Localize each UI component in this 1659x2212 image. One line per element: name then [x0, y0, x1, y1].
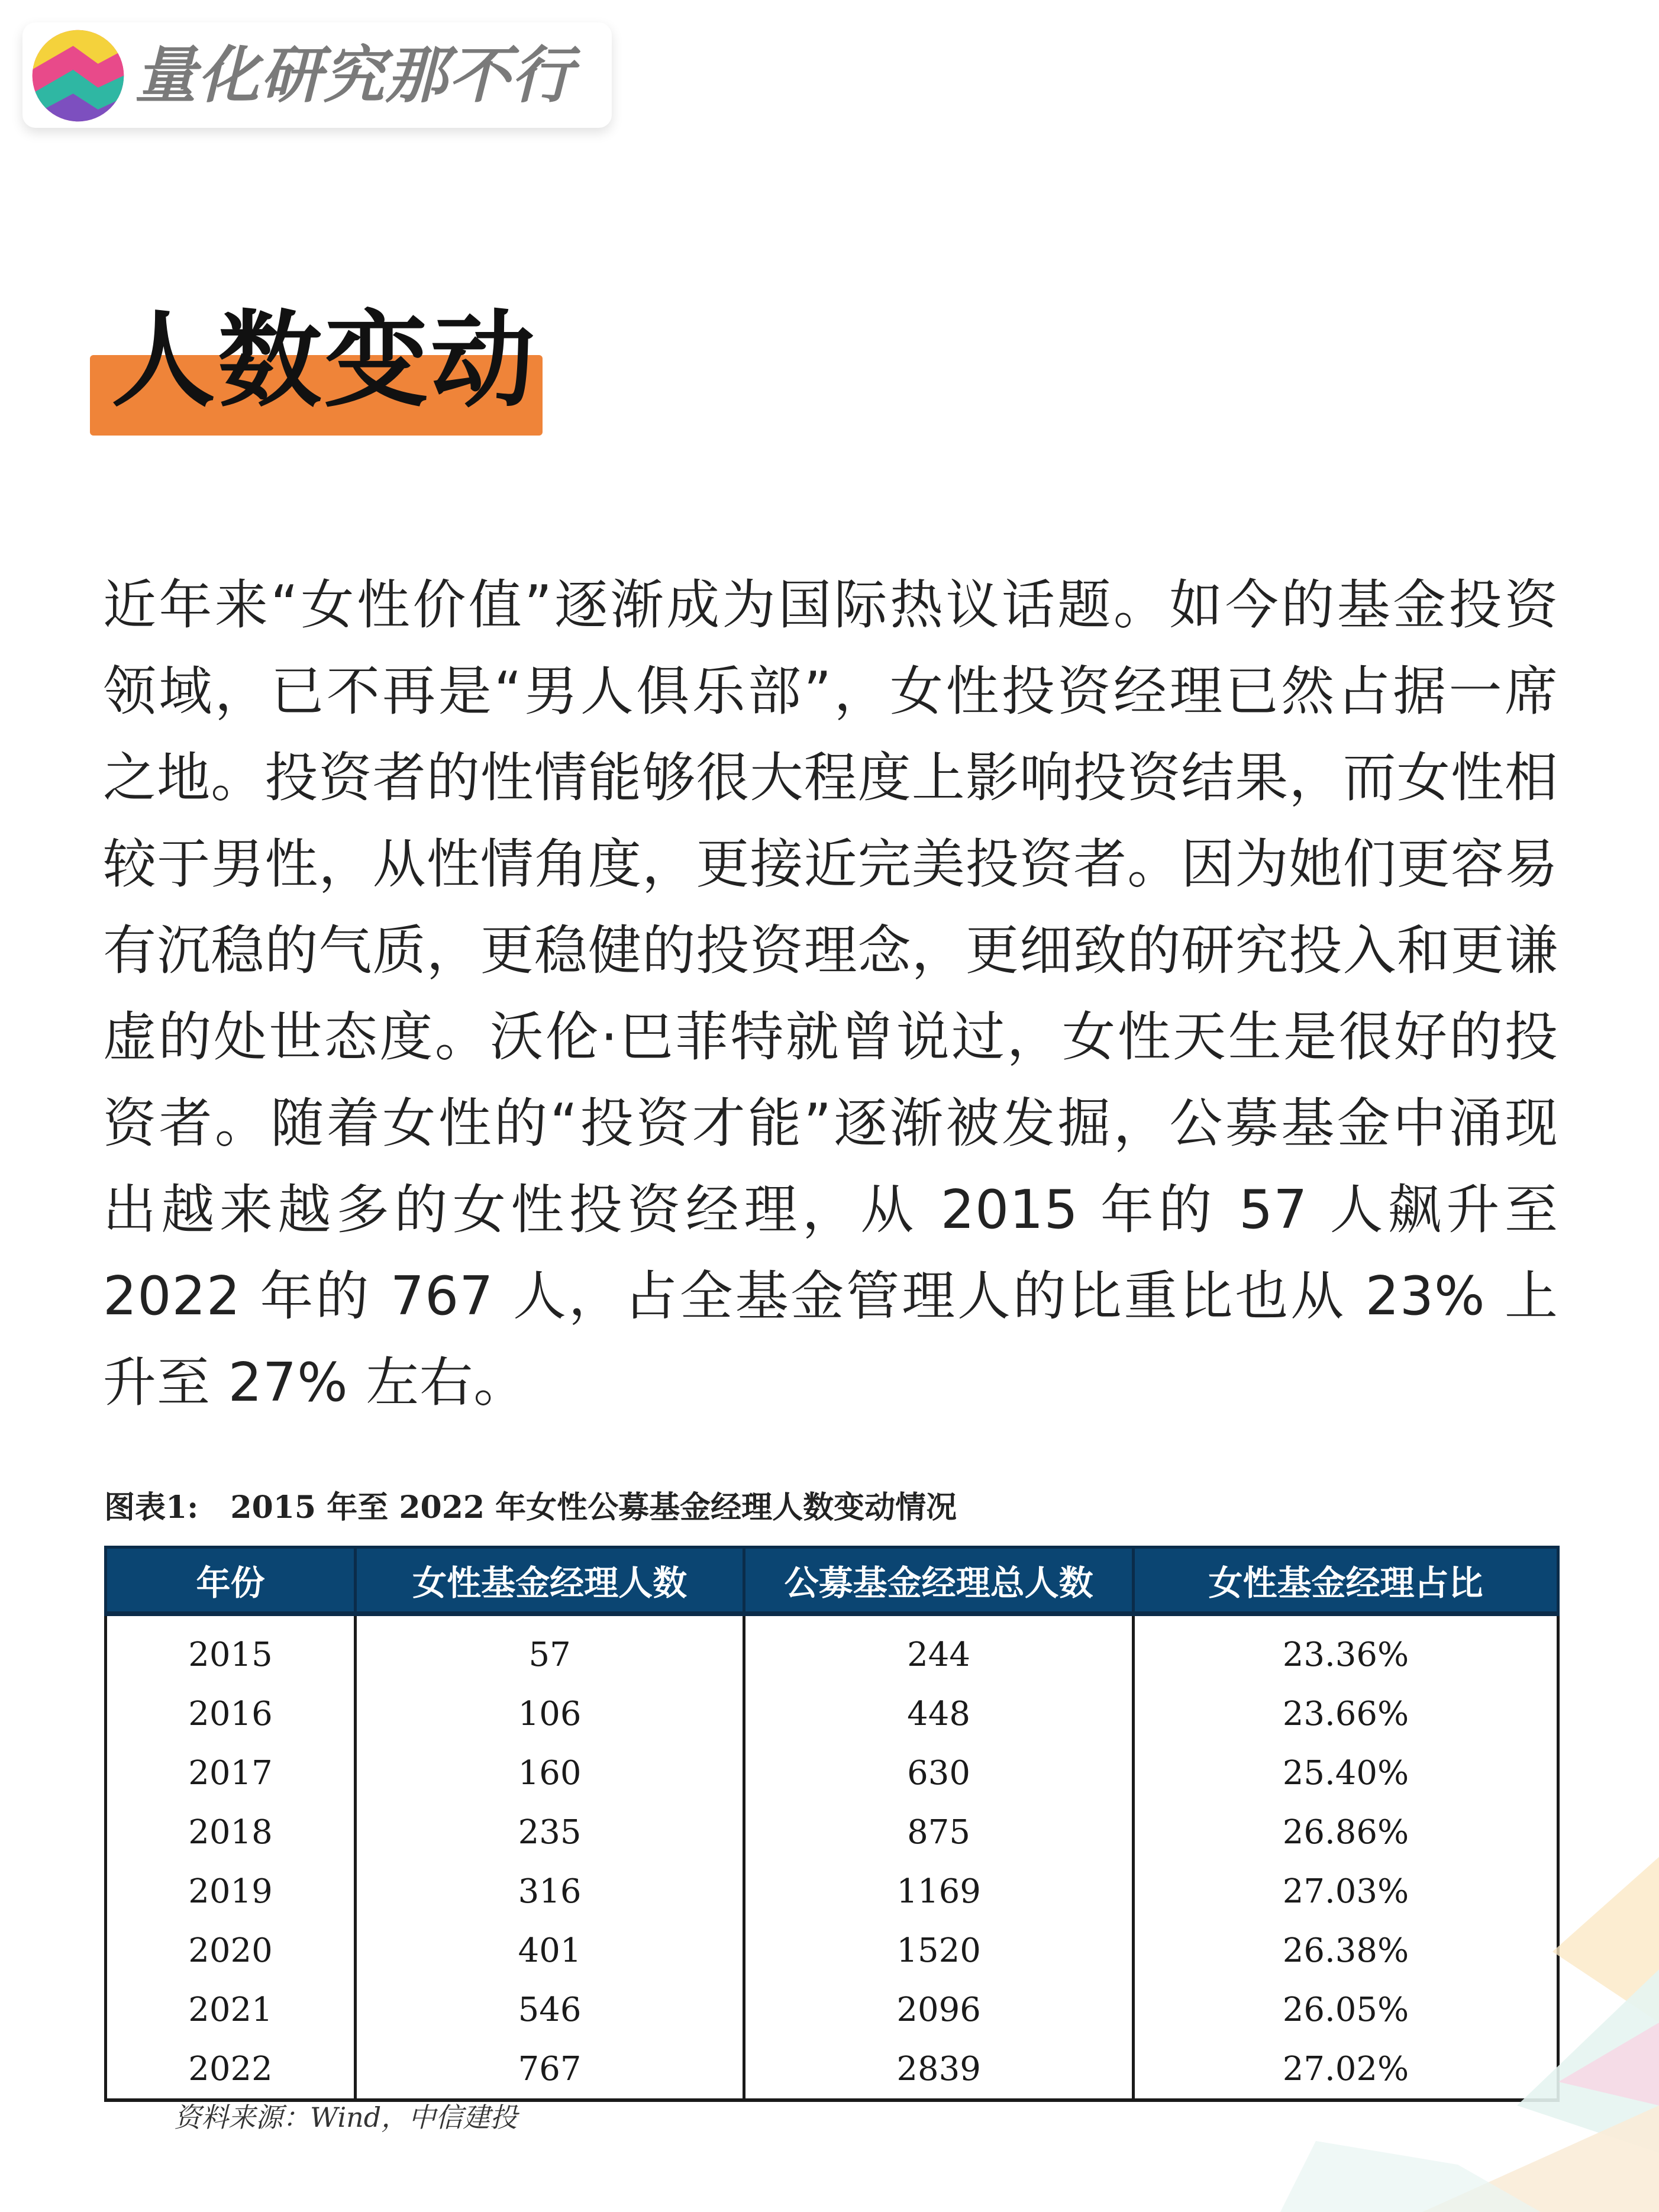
cell-female-count: 57	[356, 1614, 744, 1684]
caption-title: 2015 年至 2022 年女性公募基金经理人数变动情况	[230, 1489, 957, 1526]
cell-female-ratio: 26.38%	[1133, 1921, 1558, 1980]
header-year: 年份	[106, 1547, 356, 1614]
header-total-count: 公募基金经理总人数	[744, 1547, 1134, 1614]
brand-name: 量化研究那不行	[135, 39, 574, 111]
cell-female-count: 106	[356, 1684, 744, 1743]
cell-female-ratio: 27.03%	[1133, 1862, 1558, 1921]
cell-total-count: 875	[744, 1803, 1134, 1862]
cell-female-count: 235	[356, 1803, 744, 1862]
cell-female-count: 401	[356, 1921, 744, 1980]
table-caption	[104, 1482, 957, 1527]
cell-year: 2020	[106, 1921, 356, 1980]
cell-female-count: 546	[356, 1980, 744, 2039]
cell-female-count: 767	[356, 2039, 744, 2100]
cell-total-count: 1520	[744, 1921, 1134, 1980]
corner-decoration	[1280, 1774, 1659, 2212]
cell-year: 2019	[106, 1862, 356, 1921]
cell-female-ratio: 27.02%	[1133, 2039, 1558, 2100]
section-title: 人数变动	[111, 300, 538, 421]
body-paragraph: 近年来“女性价值”逐渐成为国际热议话题。如今的基金投资领域，已不再是“男人俱乐部”，女性投资经理已然占据一席之地。投资者的性情能够很大程度上影响投资结果，而女性相较于男性，从性情角度，更接近完美投资者。因为她们更容易有沉稳的气质，更稳健的投资理念，更细致的研究投入和更谦虚的处世态度。沃伦·巴菲特就曾说过，女性天生是很好的投资者。随着女性的“投资才能”逐渐被发掘，公募基金中涌现出越来越多的女性投资经理，从 2015 年的 57 人飙升至 2022 年的 767 人，占全基金管理人的比重比也从 23% 上升至 27% 左右。	[103, 574, 1558, 1414]
cell-female-count: 316	[356, 1862, 744, 1921]
cell-total-count: 630	[744, 1743, 1134, 1803]
cell-year: 2017	[106, 1743, 356, 1803]
cell-year: 2016	[106, 1684, 356, 1743]
table-row	[106, 1684, 1558, 1743]
cell-female-ratio: 23.36%	[1133, 1614, 1558, 1684]
header-female-count: 女性基金经理人数	[356, 1547, 744, 1614]
caption-label: 图表1:	[104, 1489, 199, 1526]
cell-female-ratio: 23.66%	[1133, 1684, 1558, 1743]
cell-year: 2021	[106, 1980, 356, 2039]
cell-female-ratio: 25.40%	[1133, 1743, 1558, 1803]
cell-female-count: 160	[356, 1743, 744, 1803]
cell-year: 2022	[106, 2039, 356, 2100]
cell-total-count: 1169	[744, 1862, 1134, 1921]
rainbow-zigzag-logo-icon	[28, 26, 128, 125]
cell-total-count: 448	[744, 1684, 1134, 1743]
cell-female-ratio: 26.86%	[1133, 1803, 1558, 1862]
cell-year: 2018	[106, 1803, 356, 1862]
cell-female-ratio: 26.05%	[1133, 1980, 1558, 2039]
cell-total-count: 2839	[744, 2039, 1134, 2100]
cell-year: 2015	[106, 1614, 356, 1684]
cell-total-count: 244	[744, 1614, 1134, 1684]
table-row	[106, 1614, 1558, 1684]
brand-badge	[22, 22, 612, 128]
cell-total-count: 2096	[744, 1980, 1134, 2039]
table-header-row	[106, 1547, 1558, 1614]
table-source: 资料来源：Wind，中信建投	[174, 2101, 518, 2133]
header-female-ratio: 女性基金经理占比	[1133, 1547, 1558, 1614]
